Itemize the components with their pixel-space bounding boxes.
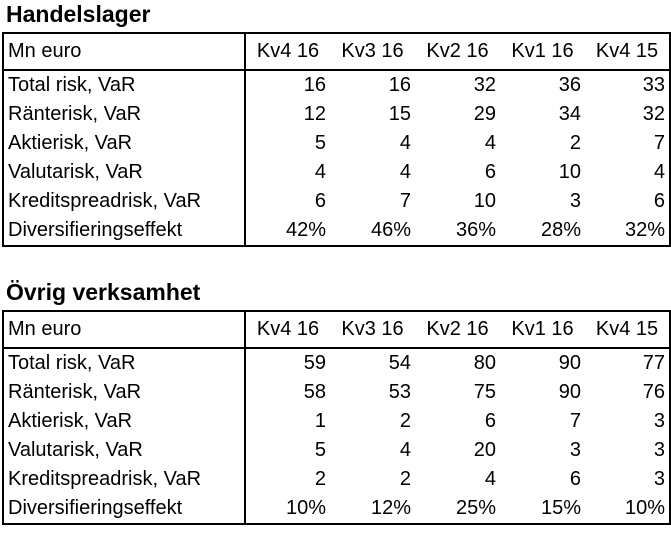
- cell-value: 12: [303, 103, 326, 125]
- cell-value: 77: [642, 352, 665, 374]
- row-label: Diversifieringseffekt: [3, 216, 245, 246]
- column-header: Kv4 16: [245, 33, 330, 70]
- cell-value: 4: [399, 161, 411, 183]
- cell-value: 10%: [624, 497, 665, 519]
- cell-value: 2: [569, 132, 581, 154]
- row-label: Kreditspreadrisk, VaR: [3, 187, 245, 216]
- cell-value: 25%: [455, 497, 496, 519]
- table-row: [3, 129, 670, 158]
- cell-value: 10: [558, 161, 581, 183]
- row-label: Ränterisk, VaR: [3, 378, 245, 407]
- cell-value: 90: [558, 352, 581, 374]
- cell-value: 2: [399, 410, 411, 432]
- cell-value: 10: [473, 190, 496, 212]
- cell-value: 53: [388, 381, 411, 403]
- row-label: Total risk, VaR: [3, 348, 245, 378]
- cell-value: 4: [484, 132, 496, 154]
- cell-value: 59: [303, 352, 326, 374]
- cell-value: 10%: [285, 497, 326, 519]
- cell-value: 7: [399, 190, 411, 212]
- cell-value: 3: [569, 190, 581, 212]
- table-row: [3, 494, 670, 524]
- header-label: Mn euro: [3, 33, 245, 70]
- handelslager-var-table: [2, 32, 671, 247]
- table-row: [3, 407, 670, 436]
- cell-value: 20: [473, 439, 496, 461]
- row-label: Kreditspreadrisk, VaR: [3, 465, 245, 494]
- cell-value: 29: [473, 103, 496, 125]
- table-header-row: [3, 33, 670, 70]
- cell-value: 1: [314, 410, 326, 432]
- cell-value: 5: [314, 439, 326, 461]
- section-title-handelslager: Handelslager: [6, 1, 151, 27]
- cell-value: 2: [399, 468, 411, 490]
- cell-value: 4: [399, 439, 411, 461]
- cell-value: 15%: [540, 497, 581, 519]
- row-label: Diversifieringseffekt: [3, 494, 245, 524]
- cell-value: 36%: [455, 219, 496, 241]
- ovrig-verksamhet-var-table: [2, 310, 671, 525]
- column-header: Kv4 15: [585, 311, 670, 348]
- cell-value: 3: [569, 439, 581, 461]
- cell-value: 4: [399, 132, 411, 154]
- cell-value: 5: [314, 132, 326, 154]
- cell-value: 28%: [540, 219, 581, 241]
- row-label: Valutarisk, VaR: [3, 436, 245, 465]
- row-label: Aktierisk, VaR: [3, 407, 245, 436]
- cell-value: 3: [653, 439, 665, 461]
- cell-value: 46%: [370, 219, 411, 241]
- cell-value: 42%: [285, 219, 326, 241]
- row-label: Ränterisk, VaR: [3, 100, 245, 129]
- header-label: Mn euro: [3, 311, 245, 348]
- cell-value: 33: [642, 74, 665, 96]
- table-header-row: [3, 311, 670, 348]
- table-row: [3, 465, 670, 494]
- table-row: [3, 100, 670, 129]
- cell-value: 3: [653, 410, 665, 432]
- cell-value: 16: [388, 74, 411, 96]
- cell-value: 58: [303, 381, 326, 403]
- column-header: Kv3 16: [330, 311, 415, 348]
- column-header: Kv2 16: [415, 33, 500, 70]
- cell-value: 76: [642, 381, 665, 403]
- column-header: Kv2 16: [415, 311, 500, 348]
- cell-value: 32: [473, 74, 496, 96]
- table-row: [3, 158, 670, 187]
- table-row: [3, 436, 670, 465]
- row-label: Aktierisk, VaR: [3, 129, 245, 158]
- cell-value: 15: [388, 103, 411, 125]
- cell-value: 7: [569, 410, 581, 432]
- cell-value: 6: [314, 190, 326, 212]
- column-header: Kv1 16: [500, 311, 585, 348]
- cell-value: 75: [473, 381, 496, 403]
- cell-value: 54: [388, 352, 411, 374]
- cell-value: 34: [558, 103, 581, 125]
- cell-value: 3: [653, 468, 665, 490]
- table-row: [3, 378, 670, 407]
- cell-value: 6: [484, 410, 496, 432]
- cell-value: 90: [558, 381, 581, 403]
- table-row: [3, 187, 670, 216]
- cell-value: 4: [653, 161, 665, 183]
- cell-value: 16: [303, 74, 326, 96]
- table-row: [3, 348, 670, 378]
- row-label: Valutarisk, VaR: [3, 158, 245, 187]
- table-row: [3, 216, 670, 246]
- cell-value: 6: [484, 161, 496, 183]
- cell-value: 6: [569, 468, 581, 490]
- column-header: Kv4 15: [585, 33, 670, 70]
- cell-value: 32%: [624, 219, 665, 241]
- cell-value: 36: [558, 74, 581, 96]
- cell-value: 32: [642, 103, 665, 125]
- cell-value: 4: [484, 468, 496, 490]
- column-header: Kv4 16: [245, 311, 330, 348]
- column-header: Kv1 16: [500, 33, 585, 70]
- cell-value: 2: [314, 468, 326, 490]
- cell-value: 6: [653, 190, 665, 212]
- table-row: [3, 70, 670, 100]
- section-title-ovrig-verksamhet: Övrig verksamhet: [6, 279, 201, 305]
- cell-value: 7: [653, 132, 665, 154]
- cell-value: 12%: [370, 497, 411, 519]
- cell-value: 80: [473, 352, 496, 374]
- row-label: Total risk, VaR: [3, 70, 245, 100]
- cell-value: 4: [314, 161, 326, 183]
- column-header: Kv3 16: [330, 33, 415, 70]
